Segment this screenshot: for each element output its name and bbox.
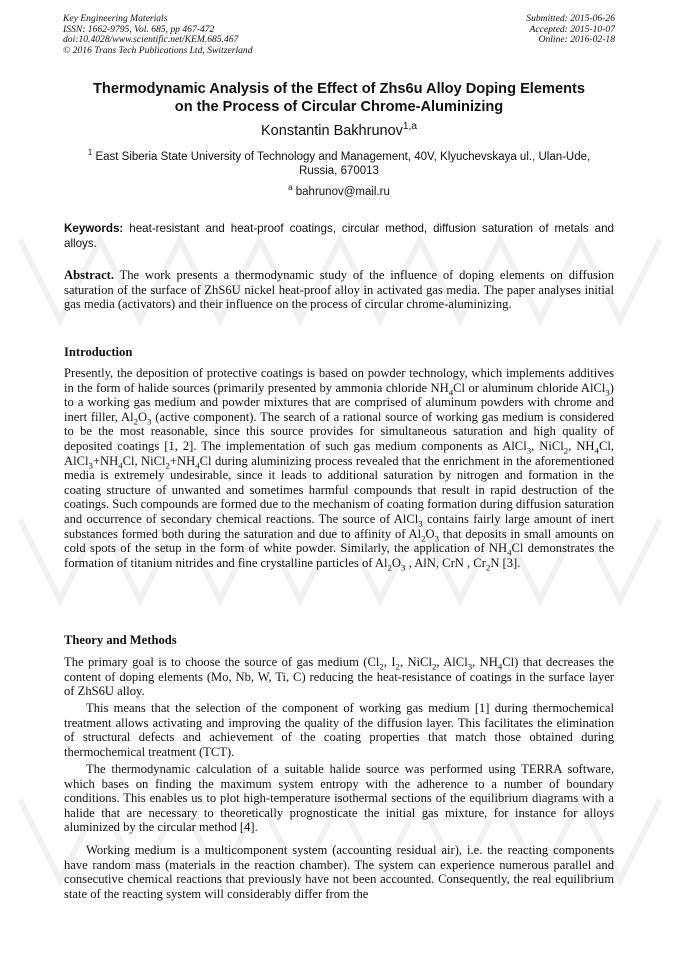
theory-paragraph-4: Working medium is a multicomponent system (accounting residual air), i.e. the reacting components have random mass (materials in the reaction chamber). The system can experience numerous parallel and consecutive chemical reactions that previously have not been accounted. Consequently, the real equilibrium state of the reacting system will considerably differ from the: [64, 843, 614, 901]
affiliation-line-2: Russia, 670013: [299, 165, 379, 178]
paper-title: [40, 80, 638, 116]
section-heading-introduction: Introduction: [64, 345, 133, 359]
keywords-label: Keywords:: [64, 222, 124, 235]
section-heading-theory: Theory and Methods: [64, 633, 177, 647]
email-superscript: a: [288, 183, 293, 193]
title-line-1: Thermodynamic Analysis of the Effect of Zhs6u Alloy Doping Elements: [93, 81, 585, 97]
introduction-paragraph: Presently, the deposition of protective coatings is based on powder technology, which implements additives in the form of halide sources (primarily presented by ammonia chloride $NH_4Cl$ or aluminum chloride AlCl$_3$) to a working gas medium and powder mixtures that are comprised of aluminum powders with chrome and inert filler, $Al_2O_3$ (active component). The search of a rational source of working gas medium is considered to be the most reasonable, since this source provides for simultaneous saturation and high quality of deposited coatings [1, 2]. The implementation of such gas medium components as AlCl$_3$, NiCl$_2$, $NH_4Cl$, $AlCl_3+NH_4Cl$, $NiCl_2+NH_4Cl$ during aluminizing process revealed that the enrichment in the aforementioned media is extremely undesirable, since it leads to additional saturation by nitrogen and formation in the coating structure of unwanted and sometimes harmful compounds that result in rapid destruction of the coatings. Such compounds are formed due to the mechanism of coating formation during diffusion saturation and occurrence of secondary chemical reactions. The source of AlCl$_3$ contains fairly large amount of inert substances formed both during the saturation and due to affinity of $Al_2O_3$ that deposits in small amounts on cold spots of the setup in the form of white powder. Similarly, the application of $NH_4Cl$ demonstrates the formation of titanium nitrides and fine crystalline particles of $Al_2O_3$ , AlN, CrN , $Cr_2N$ [3].: [64, 366, 614, 573]
affiliation-line-1: East Siberia State University of Technology and Management, 40V, Klyuchevskaya ul., Ulan-Ude,: [95, 151, 591, 163]
submission-dates: [526, 14, 615, 46]
keywords: [64, 221, 614, 251]
author-email: [40, 185, 638, 199]
abstract-text: The work presents a thermodynamic study of the influence of doping elements on diffusion saturation of the surface of ZhS6U nickel heat-proof alloy in activated gas media. The paper analyses initial gas media (activators) and their influence on the process of circular chrome-aluminizing.: [64, 268, 614, 312]
theory-paragraph-1: The primary goal is to choose the source of gas medium ($Cl_2$, $I_2$, NiCl$_2$, AlCl$_3$, $NH_4Cl$) that decreases the content of doping elements (Mo, Nb, W, Ti, C) reducing the heat-resistance of coatings in the surface layer of ZhS6U alloy.: [64, 655, 614, 699]
doi-link[interactable]: doi:10.4028/www.scientific.net/KEM.685.467: [63, 34, 239, 46]
theory-paragraph-3: The thermodynamic calculation of a suitable halide source was performed using TERRA software, which bases on finding the maximum system entropy with the adherence to a number of boundary conditions. This enables us to plot high-temperature isothermal sections of the equilibrium diagrams with a halide that are necessary to theoretically prognosticate the initial gas mixture, for instance for alloys aluminized by the circular method [4].: [64, 762, 614, 835]
affiliation-superscript: 1: [87, 148, 93, 158]
author-line: [40, 122, 638, 140]
copyright: © 2016 Trans Tech Publications Ltd, Switzerland: [63, 44, 253, 56]
theory-paragraph-2: This means that the selection of the component of working gas medium [1] during thermochemical treatment allows activating and improving the quality of the diffusion layer. This facilitates the elimination of structural defects and achievement of the coating properties that match those obtained during thermochemical treatment (TCT).: [64, 701, 614, 759]
journal-issn: ISSN: 1662-9795, Vol. 685, pp 467-472: [63, 23, 215, 35]
author-name: Konstantin Bakhrunov: [261, 123, 403, 139]
title-line-2: on the Process of Circular Chrome-Aluminizing: [174, 99, 504, 115]
abstract-label: Abstract.: [64, 268, 115, 282]
journal-name: Key Engineering Materials: [63, 13, 168, 24]
keywords-text: heat-resistant and heat-proof coatings, circular method, diffusion saturation of metals and alloys.: [64, 222, 614, 250]
email-address[interactable]: bahrunov@mail.ru: [295, 186, 390, 198]
author-superscript: 1,a: [402, 121, 417, 133]
journal-info: [63, 14, 253, 56]
affiliation: [64, 150, 614, 178]
abstract: [64, 268, 614, 312]
submitted-date: Submitted: 2015-06-26: [526, 13, 615, 24]
accepted-date: Accepted: 2015-10-07: [529, 23, 615, 35]
online-date: Online: 2016-02-18: [538, 34, 615, 46]
